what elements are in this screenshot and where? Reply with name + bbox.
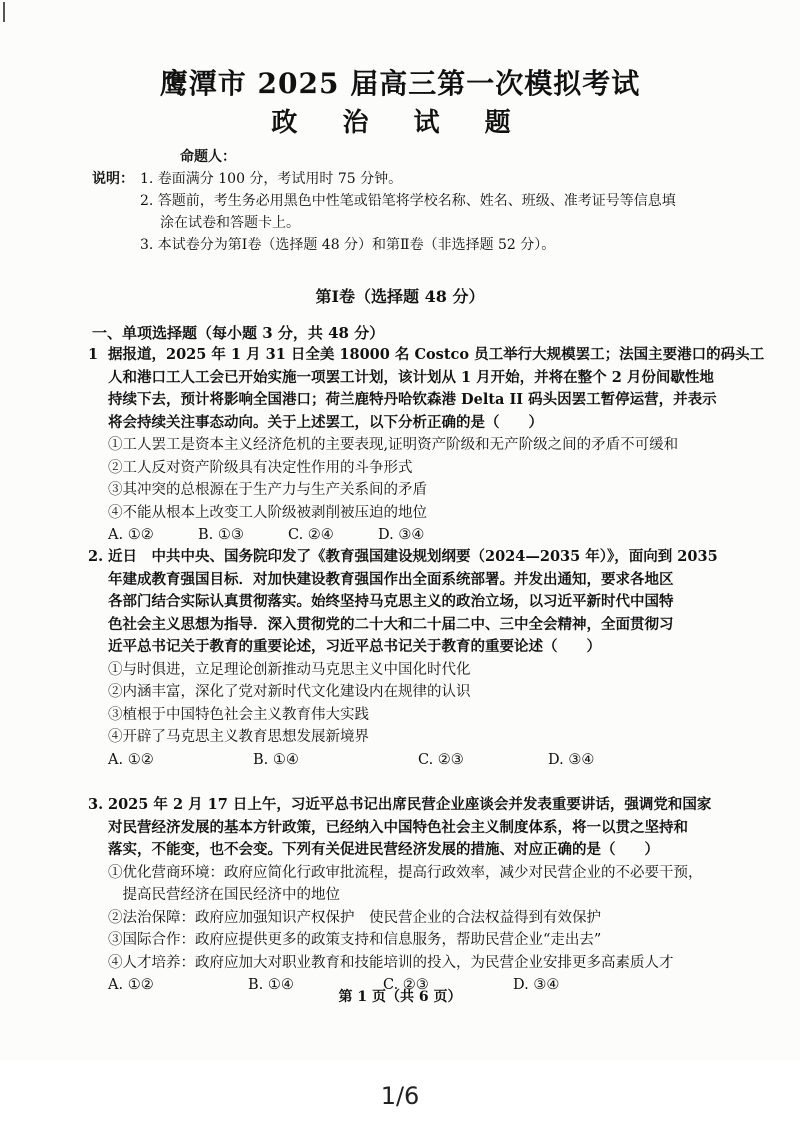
choice-b: B. ①④ [253, 751, 299, 768]
option-item: ③其冲突的总根源在于生产力与生产关系间的矛盾 [108, 482, 427, 498]
instructions [92, 168, 772, 256]
instruction-text: 2. 答题前，考生务必用黑色中性笔或铅笔将学校名称、姓名、班级、准考证号等信息填 [140, 193, 676, 209]
option-item: ④不能从根本上改变工人阶级被剥削被压迫的地位 [108, 504, 427, 521]
question-3 [88, 794, 768, 997]
stem-line: 各部门结合实际认真贯彻落实。始终坚持马克思主义的政治立场，以习近平新时代中国特 [108, 593, 674, 610]
choice-c: C. ②③ [383, 977, 429, 993]
stem-line: 人和港口工人工会已开始实施一项罢工计划，该计划从 1 月开始，并将在整个 2 月份间歇性地 [108, 368, 714, 386]
exam-title: 鹰潭市 2025 届高三第一次模拟考试 [159, 67, 641, 100]
choice-c: C. ②④ [288, 527, 334, 543]
choice-d: D. ③④ [548, 751, 595, 768]
question-1 [88, 344, 768, 547]
stem-line: 据报道，2025 年 1 月 31 日全美 18000 名 Costco 员工举行大规模罢工；法国主要港口的码头工 [108, 346, 765, 363]
stem-line: 年建成教育强国目标．对加快建设教育强国作出全面系统部署。并发出通知，要求各地区 [108, 570, 674, 588]
question-number: 3. [88, 796, 104, 813]
instruction-text: 1. 卷面满分 100 分，考试用时 75 分钟。 [140, 171, 403, 187]
option-item: ②工人反对资产阶级具有决定性作用的斗争形式 [108, 459, 413, 476]
choice-d: D. ③④ [378, 527, 425, 543]
choice-c: C. ②③ [418, 751, 464, 768]
stem-line: 2025 年 2 月 17 日上午，习近平总书记出席民营企业座谈会并发表重要讲话，强调党和国家 [108, 796, 712, 813]
stem-line: 持续下去，预计将影响全国港口；荷兰鹿特丹哈钦森港 Delta II 码头因罢工暂停运营，并表示 [108, 391, 717, 408]
choice-a: A. ①② [108, 751, 154, 768]
page-footer: 第 1 页（共 6 页） [338, 989, 462, 1005]
instruction-item [92, 168, 772, 190]
stem-line: 对民营经济发展的基本方针政策，已经纳入中国特色社会主义制度体系，将一以贯之坚持和 [108, 818, 688, 836]
choice-b: B. ①④ [248, 977, 294, 993]
choice-a: A. ①② [108, 977, 154, 993]
stem-line: 落实，不能变，也不会变。下列有关促进民营经济发展的措施、对应正确的是（ ） [108, 841, 659, 858]
option-item: 提高民营经济在国民经济中的地位 [108, 887, 340, 903]
option-item: ④开辟了马克思主义教育思想发展新境界 [108, 729, 369, 745]
stem-line: 色社会主义思想为指导．深入贯彻党的二十大和二十届二中、三中全会精神，全面贯彻习 [108, 615, 674, 633]
author-label: 命题人： [180, 149, 236, 165]
instruction-item [92, 212, 772, 234]
question-stem [88, 794, 768, 862]
choice-b: B. ①③ [198, 527, 244, 543]
part-title: 一、单项选择题（每小题 3 分，共 48 分） [92, 324, 385, 342]
instruction-item [92, 234, 772, 256]
option-item: ③植根于中国特色社会主义教育伟大实践 [108, 706, 369, 723]
option-item: ④人才培养：政府应加大对职业教育和技能培训的投入，为民营企业安排更多高素质人才 [108, 954, 674, 971]
option-item: ①工人罢工是资本主义经济危机的主要表现,证明资产阶级和无产阶级之间的矛盾不可缓和 [108, 437, 679, 453]
question-number: 1 [88, 346, 99, 363]
stem-line: 将会持续关注事态动向。关于上述罢工，以下分析正确的是（ ） [108, 413, 543, 431]
choice-d: D. ③④ [513, 977, 560, 993]
option-item: ③国际合作：政府应提供更多的政策支持和信息服务，帮助民营企业“走出去” [108, 932, 602, 948]
stem-line: 近平总书记关于教育的重要论述，习近平总书记关于教育的重要论述（ ） [108, 638, 601, 655]
instruction-item [92, 190, 772, 212]
option-item: ①优化营商环境：政府应简化行政审批流程，提高行政效率，减少对民营企业的不必要干预， [108, 864, 703, 881]
question-number: 2. [88, 548, 104, 565]
choice-a: A. ①② [108, 527, 154, 543]
stem-line: 近日 中共中央、国务院印发了《教育强国建设规划纲要（2024—2035 年）》，面向到 2035 [108, 548, 718, 565]
answer-choices [88, 749, 768, 772]
instruction-text: 3. 本试卷分为第Ⅰ卷（选择题 48 分）和第Ⅱ卷（非选择题 52 分）。 [140, 237, 556, 253]
section-title: 第Ⅰ卷（选择题 48 分） [315, 287, 485, 306]
exam-subject-title: 政 治 试 题 [271, 108, 529, 138]
question-2 [88, 546, 768, 771]
option-item: ②法治保障：政府应加强知识产权保护 使民营企业的合法权益得到有效保护 [108, 909, 601, 926]
page-indicator: 1/6 [380, 1082, 420, 1110]
option-item: ①与时俱进，立足理论创新推动马克思主义中国化时代化 [108, 661, 471, 678]
question-stem [88, 546, 768, 659]
instruction-text: 涂在试卷和答题卡上。 [160, 215, 300, 231]
instructions-label: 说明： [92, 171, 134, 187]
option-item: ②内涵丰富，深化了党对新时代文化建设内在规律的认识 [108, 684, 471, 700]
question-stem [88, 344, 768, 434]
scan-edge-mark [3, 2, 5, 22]
answer-choices [88, 524, 768, 547]
